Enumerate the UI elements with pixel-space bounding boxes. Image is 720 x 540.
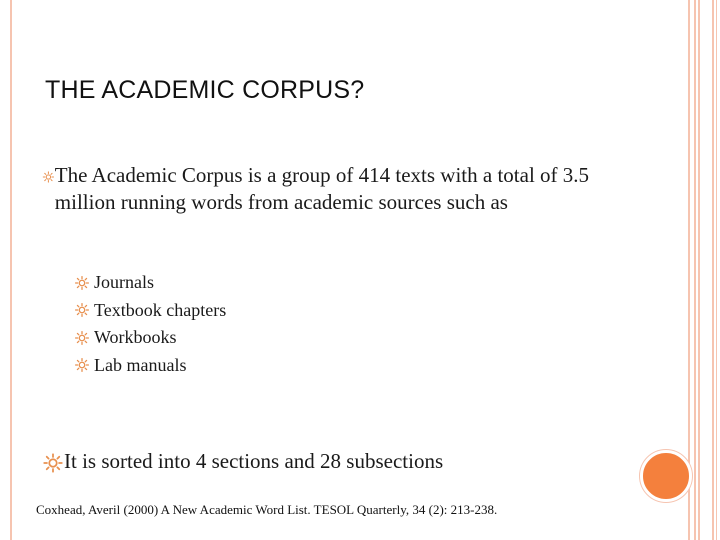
sub-item-text: Textbook chapters [94, 299, 227, 320]
sub-list-item [74, 269, 226, 297]
sub-list [74, 269, 226, 379]
sub-list-item [74, 297, 226, 325]
sub-item-text: Lab manuals [94, 354, 187, 375]
citation-footnote: Coxhead, Averil (2000) A New Academic Word List. TESOL Quarterly, 34 (2): 213-238. [36, 502, 498, 517]
sun-icon [42, 452, 64, 474]
sub-list-item [74, 324, 226, 352]
sun-icon [74, 302, 90, 318]
frame-stripe [716, 0, 717, 540]
sun-icon [74, 357, 90, 373]
bullet-item [42, 448, 632, 475]
frame-stripe [688, 0, 690, 540]
frame-stripe [694, 0, 696, 540]
decorative-circle [640, 450, 692, 502]
bullet-item [42, 162, 632, 216]
slide-title: THE ACADEMIC CORPUS? [45, 76, 365, 104]
sun-icon [42, 166, 55, 188]
sub-list-item [74, 352, 226, 380]
sun-icon [74, 330, 90, 346]
bullet-text: It is sorted into 4 sections and 28 subsections [64, 449, 444, 473]
sub-item-text: Journals [94, 272, 154, 293]
bullet-text: The Academic Corpus is a group of 414 texts with a total of 3.5 million running words from academic sources such as [54, 163, 590, 214]
sun-icon [74, 275, 90, 291]
sub-item-text: Workbooks [94, 327, 177, 348]
frame-stripe [712, 0, 714, 540]
